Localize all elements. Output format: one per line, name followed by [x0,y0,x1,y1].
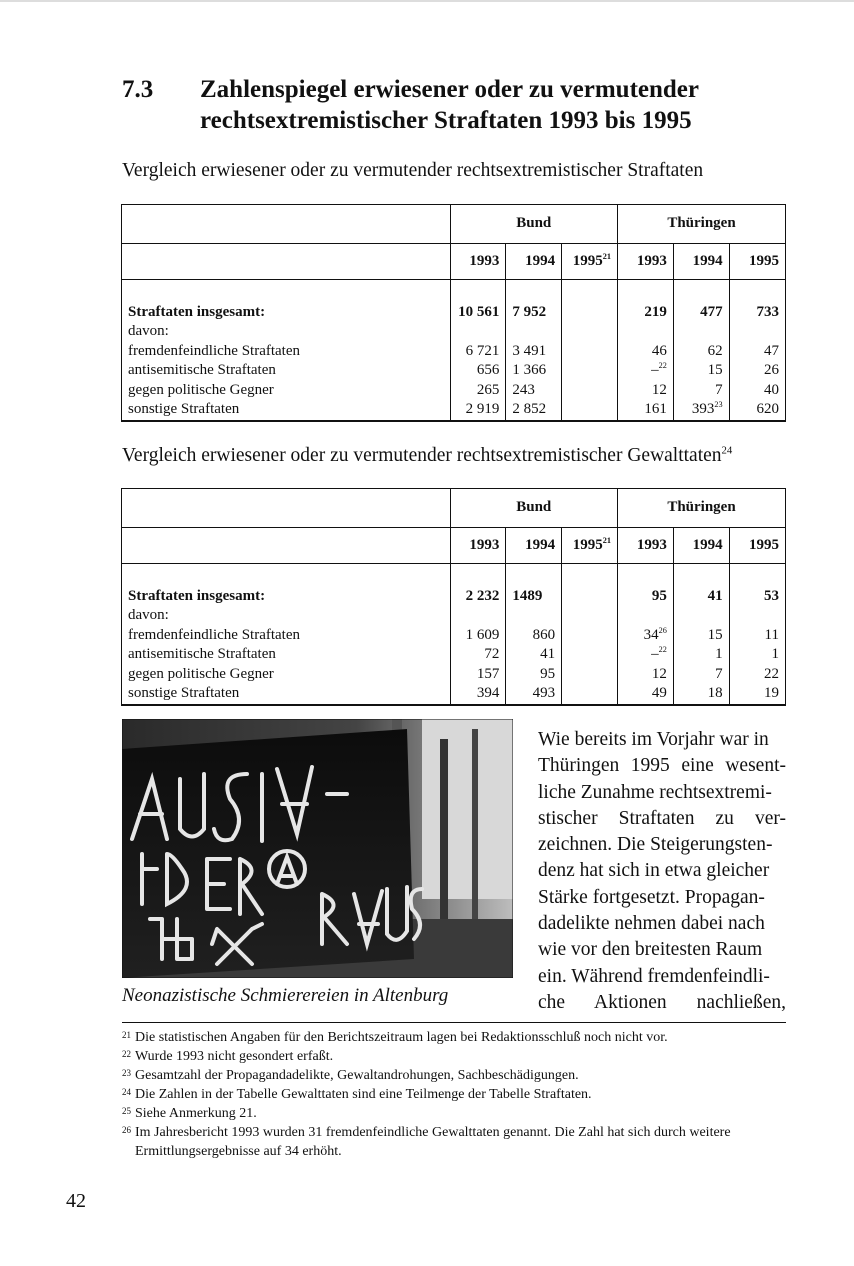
table2-cell-0-4 [673,626,729,646]
body-line: Stärke fortgesetzt. Propagan- [538,886,765,908]
footnote-text: Die Zahlen in der Tabelle Gewalttaten sind eine Teilmenge der Tabelle Straftaten. [135,1087,592,1102]
table2-year-text-0: 1993 [469,536,500,553]
footnotes [122,1028,786,1161]
footnote [122,1066,786,1085]
table1-cell-2-2 [562,381,618,401]
table1-row-label-1: antisemitische Straftaten [122,361,450,381]
table-row [122,626,785,646]
table2-cell-value-1-4: 1 [715,646,723,662]
table1-davon-cell-4 [673,322,729,342]
graffiti-photo-image [122,719,513,978]
table1-davon-cell-3 [617,322,673,342]
table2-cell-value-0-5: 11 [764,626,779,643]
table2-year-0 [450,528,506,564]
table2-corner [122,489,450,528]
table1-cell-1-4 [673,361,729,381]
table2-cell-1-4 [673,645,729,665]
footnote [122,1085,786,1104]
table2-cell-1-0 [450,645,506,665]
footnote [122,1104,786,1123]
table2-davon-cell-5 [729,606,785,626]
table2-total-2 [562,564,618,607]
table1-davon-cell-0 [450,322,506,342]
table1-total-5: 733 [756,303,779,320]
table1-cell-3-3 [617,400,673,420]
table1-cell-2-5 [729,381,785,401]
section-title [200,74,800,136]
body-line: stischer Straftaten zu ver- [538,807,786,829]
table1-row-label-3: sonstige Straftaten [122,400,450,420]
table1-cell-0-4 [673,342,729,362]
footnote [122,1123,786,1161]
table1-cell-1-3 [617,361,673,381]
table-gewalttaten [122,489,785,705]
table1-total-label: Straftaten insgesamt: [122,280,450,323]
table1-cell-value-2-4: 7 [715,381,723,398]
table1-cell-0-1 [506,342,562,362]
table2-cell-2-1 [506,665,562,685]
footnote-mark: 24 [122,1087,131,1097]
table2-total-4: 41 [673,564,729,607]
table-row [122,665,785,685]
table2-caption [122,445,732,467]
table1-cell-value-1-0: 656 [476,362,500,378]
table-row [122,645,785,665]
table1-year-4 [673,244,729,280]
footnote-mark: 22 [122,1049,131,1059]
table2-total-label: Straftaten insgesamt: [122,564,450,607]
table2-cell-3-4 [673,684,729,704]
table2-cell-1-1 [506,645,562,665]
table1-year-text-2: 1995 [572,252,603,269]
table-straftaten [122,205,785,421]
footnote [122,1028,786,1047]
table1-year-1 [506,244,562,280]
body-line: liche Zunahme rechtsextremi- [538,781,772,803]
table2-davon-cell-0 [450,606,506,626]
table2-cell-value-2-5: 22 [764,665,779,682]
table1-total-row [122,280,785,323]
table1-year-text-3: 1993 [636,252,667,269]
table1-cell-value-2-1: 243 [512,381,535,398]
body-line: denz hat sich in etwa gleicher [538,860,770,882]
table1-cell-value-1-3: – [651,362,659,378]
table2-year-note: 21 [602,535,611,545]
page-number: 42 [66,1190,86,1212]
table1-cell-value-3-3: 161 [644,401,667,417]
table2-cell-3-2 [562,684,618,704]
table1-cell-value-2-0: 265 [476,381,500,398]
body-line: Wie bereits im Vorjahr war in [538,729,769,750]
table2-row-label-2: gegen politische Gegner [122,665,450,685]
table1-total-1: 7 952 [506,280,562,323]
table1-cell-3-0 [450,400,506,420]
table2-cell-value-3-5: 19 [764,685,779,701]
table2-davon-row [122,606,785,626]
table1-cell-2-4 [673,381,729,401]
table1-total-4: 477 [673,280,729,323]
table2-year-1 [506,528,562,564]
section-title-line-1: Zahlenspiegel erwiesener oder zu vermutender [200,76,699,103]
table2-total-row [122,564,785,607]
table1-cell-3-2 [562,400,618,420]
table2-cell-value-1-3: – [651,646,659,662]
table2-row-label-1: antisemitische Straftaten [122,645,450,665]
footnote-mark: 26 [122,1125,131,1135]
table2-total-3: 95 [617,564,673,607]
table1-cell-0-3 [617,342,673,362]
footnote-mark: 25 [122,1106,131,1116]
footnote-text: Die statistischen Angaben für den Berichtszeitraum lagen bei Redaktionsschluß noch nicht vor. [135,1030,668,1045]
table2-davon-cell-4 [673,606,729,626]
photo-caption: Neonazistische Schmierereien in Altenburg [122,985,449,1006]
table1-cell-2-3 [617,381,673,401]
table2-cell-value-2-3: 12 [651,665,667,682]
table1-cell-value-0-3: 46 [651,342,667,359]
table-row [122,342,785,362]
table1-cell-note-1-3: 22 [658,361,667,370]
table1-cell-value-1-1: 1 366 [512,362,547,378]
table1-cell-1-1 [506,361,562,381]
table1-cell-value-0-0: 6 721 [465,342,500,359]
table-row [122,400,785,420]
table2-total-5: 53 [764,587,779,604]
table2-cell-0-5 [729,626,785,646]
table2-cell-value-2-1: 95 [540,665,556,682]
table1-cell-value-0-5: 47 [764,342,779,359]
table2-group-bund: Bund [450,489,617,528]
body-line: zeichnen. Die Steigerungsten- [538,834,773,856]
table1-cell-value-3-1: 2 852 [512,401,547,417]
table1-cell-1-5 [729,361,785,381]
table2-cell-3-1 [506,684,562,704]
table2-cell-0-1 [506,626,562,646]
table2-cell-value-3-1: 493 [532,685,556,701]
footnote-text: Gesamtzahl der Propagandadelikte, Gewaltandrohungen, Sachbeschädigungen. [135,1068,579,1083]
table2-cell-value-0-4: 15 [707,626,723,643]
table2-caption-text: Vergleich erwiesener oder zu vermutender rechtsextremistischer Gewalttaten [122,445,722,466]
table2-davon-label: davon: [122,606,450,626]
table1-total-3: 219 [617,280,673,323]
table2-year-text-4: 1994 [692,536,723,553]
graffiti-photo [122,719,513,978]
table2-cell-note-0-3: 26 [658,625,667,635]
table2-total-1: 1489 [506,564,562,607]
table1-year-row [122,244,785,280]
table1-year-text-5: 1995 [749,252,779,269]
table1-cell-value-0-4: 62 [707,342,723,359]
table1-total-0: 10 561 [450,280,506,323]
table2-cell-value-3-3: 49 [651,685,667,701]
table2-group-thueringen: Thüringen [617,489,785,528]
section-number: 7.3 [122,76,154,103]
body-line: dadelikte nehmen dabei nach [538,913,765,935]
table2-cell-3-0 [450,684,506,704]
table2-cell-0-2 [562,626,618,646]
table1-year-note: 21 [602,251,611,261]
table1-cell-2-0 [450,381,506,401]
table1-cell-value-0-1: 3 491 [512,342,547,359]
table2-caption-note: 24 [721,444,733,457]
table1-cell-3-1 [506,400,562,420]
table1-year-5 [729,244,785,280]
table1-davon-label: davon: [122,322,450,342]
table1-year-text-0: 1993 [469,252,500,269]
table1-davon-cell-1 [506,322,562,342]
table2-cell-value-1-0: 72 [484,646,500,662]
table1-cell-value-3-0: 2 919 [465,401,500,417]
table2-year-text-5: 1995 [749,536,779,553]
table2-cell-2-0 [450,665,506,685]
table2-year-label [122,528,450,564]
table2-davon-cell-1 [506,606,562,626]
table2-year-row [122,528,785,564]
section-title-line-2: rechtsextremistischer Straftaten 1993 bis 1995 [200,107,692,134]
table1-cell-1-2 [562,361,618,381]
table1-cell-0-2 [562,342,618,362]
table1-cell-1-0 [450,361,506,381]
table1-cell-3-4 [673,400,729,420]
table2-cell-0-0 [450,626,506,646]
page-edge [0,0,854,2]
table1-year-text-4: 1994 [692,252,723,269]
table2-cell-2-5 [729,665,785,685]
body-line: Thüringen 1995 eine wesent- [538,755,786,777]
footnote-text: Siehe Anmerkung 21. [135,1106,257,1121]
table1-year-label [122,244,450,280]
table1-cell-value-3-4: 393 [691,401,715,417]
table1-group-bund: Bund [450,205,617,244]
table2-total-0: 2 232 [450,564,506,607]
table1-cell-3-5 [729,400,785,420]
table1-caption-text: Vergleich erwiesener oder zu vermutender rechtsextremistischer Straftaten [122,160,704,181]
table2-davon-cell-2 [562,606,618,626]
footnote-text: Wurde 1993 nicht gesondert erfaßt. [135,1049,334,1064]
table2-cell-1-3 [617,645,673,665]
table2-cell-value-2-0: 157 [476,665,500,682]
table2-cell-2-3 [617,665,673,685]
table2-cell-value-1-1: 41 [540,646,556,662]
table1-row-label-0: fremdenfeindliche Straftaten [122,342,450,362]
table1-cell-2-1 [506,381,562,401]
table2-cell-0-3 [617,626,673,646]
table2-cell-note-1-3: 22 [658,645,667,654]
footnote-text: Im Jahresbericht 1993 wurden 31 fremdenfeindliche Gewalttaten genannt. Die Zahl hat sich durch weitere Ermittlungsergebnisse auf 34 erhöht. [135,1125,731,1159]
table2-cell-3-3 [617,684,673,704]
table1-davon-cell-2 [562,322,618,342]
table2-cell-1-5 [729,645,785,665]
table1-cell-note-3-4: 23 [714,400,723,409]
table1-caption [122,160,703,182]
table1-year-3 [617,244,673,280]
table1-cell-value-3-5: 620 [756,401,779,417]
table1-cell-0-5 [729,342,785,362]
table2-cell-value-0-3: 34 [643,626,659,643]
table1-davon-row [122,322,785,342]
table1-corner [122,205,450,244]
table2-year-text-3: 1993 [636,536,667,553]
table1-group-thueringen: Thüringen [617,205,785,244]
table2-cell-1-2 [562,645,618,665]
footnote [122,1047,786,1066]
table1-year-0 [450,244,506,280]
table2-davon-cell-3 [617,606,673,626]
table1-row-label-2: gegen politische Gegner [122,381,450,401]
footnote-mark: 21 [122,1030,131,1040]
table2-cell-value-1-5: 1 [771,646,779,662]
table1-cell-0-0 [450,342,506,362]
table1-cell-value-2-5: 40 [764,381,779,398]
table1-cell-value-2-3: 12 [651,381,667,398]
body-line: wie vor den breitesten Raum [538,939,763,961]
table2-cell-value-3-0: 394 [476,685,500,701]
table1-year-text-1: 1994 [525,252,556,269]
footnote-mark: 23 [122,1068,131,1078]
table2-row-label-3: sonstige Straftaten [122,684,450,704]
table2-cell-2-2 [562,665,618,685]
table1-cell-value-1-4: 15 [707,362,723,378]
table1-davon-cell-5 [729,322,785,342]
table2-year-text-1: 1994 [525,536,556,553]
table2-cell-value-0-1: 860 [532,626,556,643]
table-row [122,361,785,381]
table2-cell-3-5 [729,684,785,704]
table2-year-text-2: 1995 [572,536,603,553]
body-line: ein. Während fremdenfeindli- [538,965,770,987]
table-row [122,381,785,401]
body-line: che Aktionen nachließen, [538,991,786,1013]
table2-cell-value-0-0: 1 609 [465,626,500,643]
table1-cell-value-1-5: 26 [764,362,779,378]
table2-year-3 [617,528,673,564]
table2-cell-value-3-4: 18 [707,685,723,701]
table1-year-2 [562,244,618,280]
body-paragraph [538,727,786,1016]
footnote-rule [122,1022,786,1023]
table2-cell-2-4 [673,665,729,685]
table2-cell-value-2-4: 7 [715,665,723,682]
table2-year-5 [729,528,785,564]
table1-total-2 [562,280,618,323]
table2-row-label-0: fremdenfeindliche Straftaten [122,626,450,646]
table-row [122,684,785,704]
table2-year-4 [673,528,729,564]
table2-year-2 [562,528,618,564]
